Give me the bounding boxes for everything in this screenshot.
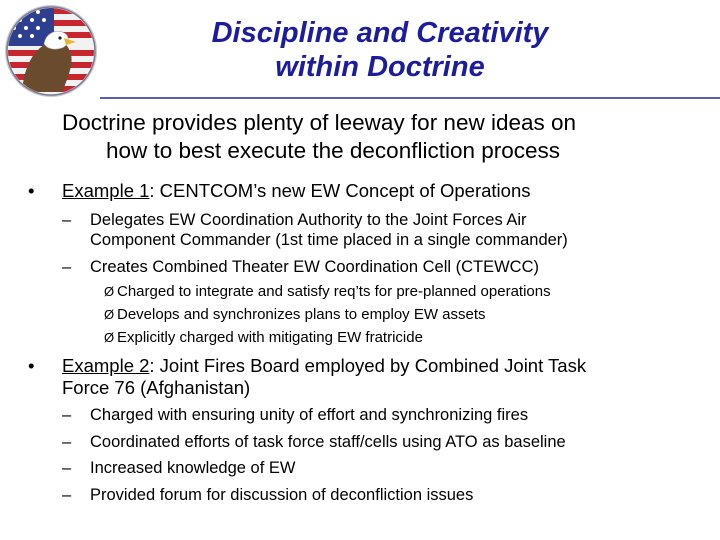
lead-line-2: how to best execute the deconfliction process xyxy=(106,138,561,163)
sub-sub-bullet-text: Develops and synchronizes plans to employ EW assets xyxy=(117,306,486,323)
example-2-label: Example 2 xyxy=(62,355,150,376)
example-1-label: Example 1 xyxy=(62,180,150,201)
sub-bullet-text: Coordinated efforts of task force staff/cells using ATO as baseline xyxy=(90,433,566,451)
arrow-bullet-icon: Ø xyxy=(104,284,115,299)
arrow-bullet-icon: Ø xyxy=(104,307,115,322)
sub-bullet-text: Creates Combined Theater EW Coordination Cell (CTEWCC) xyxy=(90,258,540,276)
title-line-2: within Doctrine xyxy=(275,51,485,83)
dash-marker: – xyxy=(62,211,72,229)
dash-marker: – xyxy=(62,486,72,504)
sub-bullet-text: Component Commander (1st time placed in a single commander) xyxy=(90,231,568,249)
title-line-1: Discipline and Creativity xyxy=(211,17,549,49)
bullet-marker: • xyxy=(28,355,35,376)
bullet-marker: • xyxy=(28,180,35,201)
bullet-text xyxy=(62,180,531,202)
title-divider xyxy=(100,97,720,99)
dash-marker: – xyxy=(62,459,72,477)
dash-marker: – xyxy=(62,406,72,424)
sub-bullet-text: Increased knowledge of EW xyxy=(90,459,296,477)
example-2-text: : Joint Fires Board employed by Combined Joint Task xyxy=(149,355,587,376)
slide-title xyxy=(120,16,640,84)
dash-marker: – xyxy=(62,433,72,451)
sub-bullet-text: Delegates EW Coordination Authority to the Joint Forces Air xyxy=(90,211,527,229)
example-1-text: : CENTCOM’s new EW Concept of Operations xyxy=(149,180,531,201)
dash-marker: – xyxy=(62,258,72,276)
lead-paragraph xyxy=(62,109,702,165)
bullet-text xyxy=(62,355,586,377)
bullet-text-continuation: Force 76 (Afghanistan) xyxy=(62,377,251,398)
arrow-bullet-icon: Ø xyxy=(104,330,115,345)
sub-bullet-text: Charged with ensuring unity of effort and synchronizing fires xyxy=(90,406,529,424)
lead-line-1: Doctrine provides plenty of leeway for new ideas on xyxy=(62,110,577,135)
sub-sub-bullet-text: Explicitly charged with mitigating EW fratricide xyxy=(117,329,423,346)
sub-sub-bullet-text: Charged to integrate and satisfy req’ts for pre-planned operations xyxy=(117,283,551,300)
sub-bullet-text: Provided forum for discussion of deconfliction issues xyxy=(90,486,474,504)
eagle-seal-logo-icon xyxy=(4,4,98,98)
